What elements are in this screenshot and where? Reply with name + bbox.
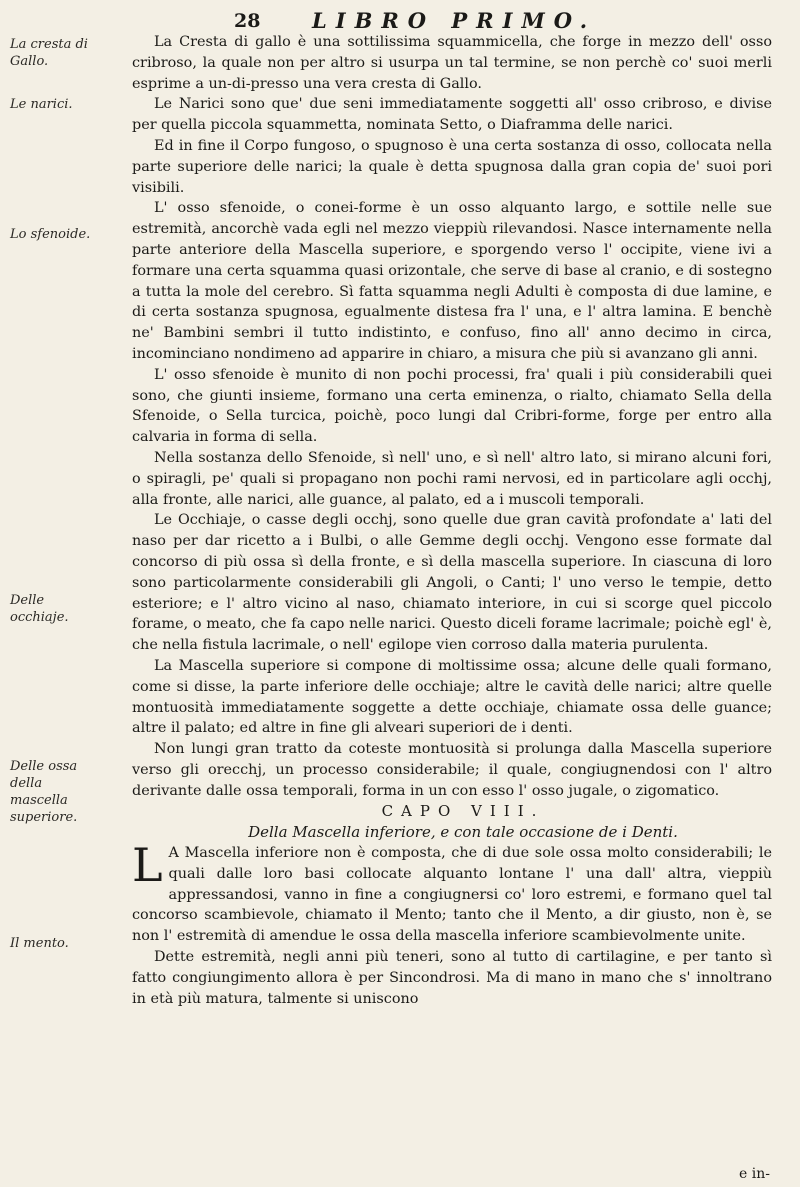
paragraph-occhiaje: Le Occhiaje, o casse degli occhj, sono quelle due gran cavità profondate a' lati del naso per dar ricetto a i Bulbi, o alle Gemme degli occhj. Vengono esse formate dal concorso di più ossa sì della fronte, e sì della mascella superiore. In ciascuna di loro sono particolarmente considerabili gli Angoli, o Canti; l' uno verso le tempie, detto esteriore; e l' altro vicino al naso, chiamato interiore, in cui si scorge quel piccolo forame, o meato, che fa capo nelle narici. Questo diceli forame lacrimale; poichè egl' è, che nella fistula lacrimale, o nell' egilope vien corroso dalla materia purulenta. <box>132 512 772 654</box>
chapter-subtitle: Della Mascella inferiore, e con tale occasione de i Denti. <box>248 823 678 842</box>
paragraph-cresta: La Cresta di gallo è una sottilissima squammicella, che forge in mezzo dell' osso cribroso, la quale non per altro si usurpa un tal termine, se non perchè co' suoi merli esprime a un-di-presso una vera cresta di Gallo. <box>132 34 772 92</box>
margin-notes <box>0 0 112 1187</box>
margin-note-cresta: La cresta di Gallo. <box>10 37 88 69</box>
paragraph-zigomatico: Non lungi gran tratto da coteste montuosità si prolunga dalla Mascella superiore verso gli orecchj, un processo considerabile; il quale, congiugnendosi con l' altro derivante dalle ossa temporali, forma in un con esso l' osso jugale, o zigomatico. <box>132 741 772 799</box>
margin-note-sfenoide: Lo sfenoide. <box>10 227 91 242</box>
paragraph-sfenoide: L' osso sfenoide, o conei-forme è un osso alquanto largo, e sottile nelle sue estremità, ancorchè vada egli nel mezzo vieppiù rilevandosi. Nasce internamente nella parte anteriore della Mascella superiore, e sporgendo verso l' occipite, viene ivi a formare una certa squamma quasi orizontale, che serve di base al cranio, e di sostegno a tutta la mole del cerebro. Sì fatta squamma negli Adulti è composta di due lamine, e di certa sostanza spugnosa, egualmente distesa fra l' una, e l' altra lamina. E benchè ne' Bambini sembri il tutto indistinto, e confuso, fino all' anno decimo in circa, incominciano nondimeno ad apparire in chiaro, a misura che più si avanzano gli anni. <box>132 200 772 362</box>
paragraph-sincondrosi: Dette estremità, negli anni più teneri, sono al tutto di cartilagine, e per tanto sì fatto congiungimento allora è per Sincondrosi. Ma di mano in mano che s' innoltrano in età più matura, talmente si uniscono <box>132 949 772 1007</box>
paragraph-mento-text: A Mascella inferiore non è composta, che di due sole ossa molto considerabili; le quali dalle loro basi collocate alquanto lontane l' una dall' altra, vieppiù appressandosi, vanno in fine a congiugnersi co' loro estremi, e formano quel tal concorso scambievole, chiamato il Mento; tanto che il Mento, a dir giusto, non è, se non l' estremità di amendue le ossa della mascella inferiore scambievolmente unite. <box>132 845 772 945</box>
paragraph-mascella-superiore: La Mascella superiore si compone di moltissime ossa; alcune delle quali formano, come si disse, la parte inferiore delle occhiaje; altre le cavità delle narici; altre quelle montuosità immediatamente soggette a dette occhiaje, chiamate ossa delle guance; altre il palato; ed altre in fine gli alveari superiori de i denti. <box>132 657 772 737</box>
catchword: e in- <box>739 1166 770 1182</box>
drop-cap: L <box>132 838 163 893</box>
margin-note-occhiaje: Delle occhiaje. <box>10 593 69 625</box>
paragraph-sfenoide-fori: Nella sostanza dello Sfenoide, sì nell' uno, e sì nell' altro lato, si mirano alcuni fori, o spiragli, pe' quali si propagano non pochi rami nervosi, ed in particolare agli occhj, alla fronte, alle narici, alle guance, al palato, ed a i muscoli temporali. <box>132 449 772 508</box>
margin-note-narici: Le narici. <box>10 97 73 112</box>
body-text <box>132 32 772 1009</box>
paragraph-mento <box>132 838 772 947</box>
paragraph-corpo-fungoso: Ed in fine il Corpo fungoso, o spugnoso è una certa sostanza di osso, collocata nella parte superiore delle narici; la quale è detta spugnosa dalla gran copia de' suoi pori visibili. <box>132 137 772 196</box>
margin-note-mascella-superiore: Delle ossa della mascella superiore. <box>10 759 78 825</box>
page-number: 28 <box>234 10 261 32</box>
margin-note-mento: Il mento. <box>10 936 69 951</box>
paragraph-sfenoide-processi: L' osso sfenoide è munito di non pochi processi, fra' quali i più considerabili quei sono, che giunti insieme, formano una certa eminenza, o rialto, chiamato Sella della Sfenoide, o Sella turcica, poichè, poco lungi dal Cribri-forme, forge per entro alla calvaria in forma di sella. <box>132 366 772 446</box>
paragraph-narici: Le Narici sono que' due seni immediatamente soggetti all' osso cribroso, e divise per quella piccola squammetta, nominata Setto, o Diaframma delle narici. <box>132 96 772 134</box>
running-title: LIBRO PRIMO. <box>312 8 597 33</box>
chapter-heading: CAPO VIII. <box>381 802 545 821</box>
